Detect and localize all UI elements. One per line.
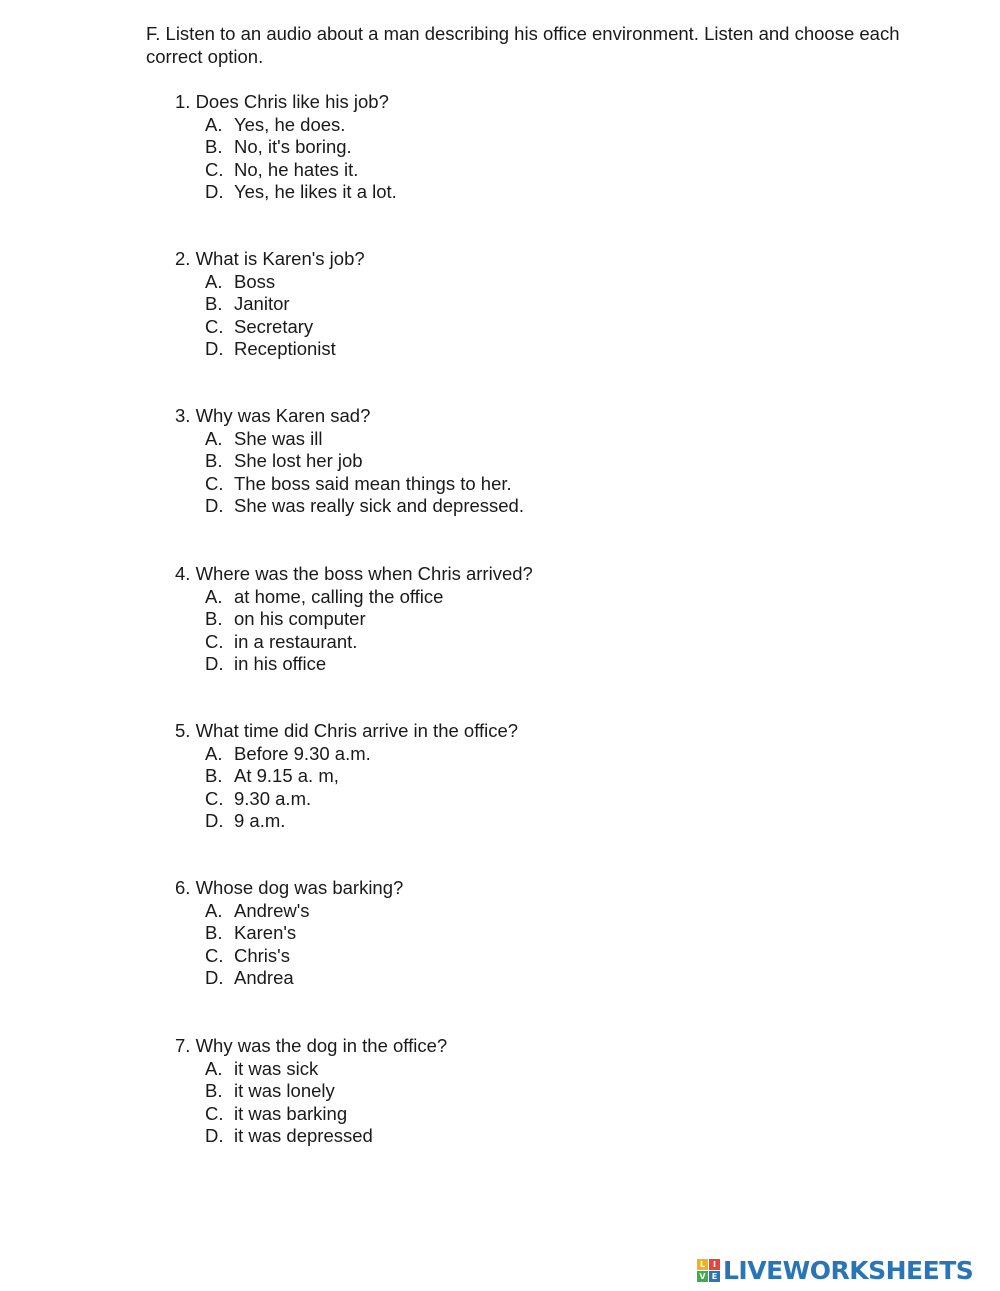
option-letter: C. [205, 1102, 224, 1124]
option-letter: A. [205, 427, 223, 449]
option-a[interactable] [175, 1058, 447, 1081]
option-b[interactable] [175, 922, 403, 945]
option-a[interactable] [175, 900, 403, 923]
option-d[interactable] [175, 495, 524, 518]
option-letter: C. [205, 315, 224, 337]
option-text: Andrea [234, 967, 294, 989]
option-d[interactable] [175, 1125, 447, 1148]
option-letter: A. [205, 899, 223, 921]
option-text: it was depressed [234, 1125, 373, 1147]
option-text: 9.30 a.m. [234, 787, 312, 809]
option-text: Yes, he does. [234, 113, 346, 135]
option-letter: B. [205, 765, 223, 787]
option-d[interactable] [175, 810, 518, 833]
option-d[interactable] [175, 653, 533, 676]
question-5 [175, 720, 518, 833]
question-1 [175, 91, 397, 204]
option-text: Andrew's [234, 899, 310, 921]
question-text: 6. Whose dog was barking? [175, 877, 404, 898]
option-a[interactable] [175, 271, 365, 294]
question-3 [175, 405, 524, 518]
question-text: 7. Why was the dog in the office? [175, 1035, 448, 1056]
option-text: it was barking [234, 1102, 348, 1124]
option-text: it was lonely [234, 1080, 335, 1102]
option-a[interactable] [175, 743, 518, 766]
option-letter: A. [205, 113, 223, 135]
option-c[interactable] [175, 316, 365, 339]
option-c[interactable] [175, 1103, 447, 1126]
option-letter: D. [205, 653, 224, 675]
option-text: it was sick [234, 1057, 319, 1079]
option-text: in his office [234, 653, 327, 675]
option-c[interactable] [175, 473, 524, 496]
question-text: 2. What is Karen's job? [175, 248, 365, 269]
option-text: Receptionist [234, 338, 336, 360]
option-text: Before 9.30 a.m. [234, 742, 371, 764]
option-text: She lost her job [234, 450, 363, 472]
option-letter: D. [205, 181, 224, 203]
option-text: The boss said mean things to her. [234, 472, 512, 494]
option-letter: B. [205, 450, 223, 472]
question-7 [175, 1035, 447, 1148]
option-b[interactable] [175, 293, 365, 316]
logo-blocks-icon [697, 1259, 720, 1282]
option-b[interactable] [175, 1080, 447, 1103]
question-text: 5. What time did Chris arrive in the office? [175, 720, 519, 741]
question-text: 1. Does Chris like his job? [175, 91, 389, 112]
option-letter: B. [205, 293, 223, 315]
question-6 [175, 877, 403, 990]
option-letter: C. [205, 158, 224, 180]
logo-block: V [697, 1271, 708, 1282]
option-text: Boss [234, 270, 276, 292]
option-c[interactable] [175, 788, 518, 811]
option-letter: A. [205, 1057, 223, 1079]
option-text: She was ill [234, 427, 323, 449]
option-letter: A. [205, 742, 223, 764]
option-c[interactable] [175, 159, 397, 182]
option-letter: A. [205, 585, 223, 607]
option-text: in a restaurant. [234, 630, 358, 652]
option-letter: D. [205, 1125, 224, 1147]
option-b[interactable] [175, 765, 518, 788]
option-letter: C. [205, 630, 224, 652]
logo-text: LIVEWORKSHEETS [723, 1255, 974, 1285]
option-letter: B. [205, 136, 223, 158]
option-text: At 9.15 a. m, [234, 765, 339, 787]
option-b[interactable] [175, 608, 533, 631]
option-b[interactable] [175, 136, 397, 159]
option-a[interactable] [175, 586, 533, 609]
option-text: She was really sick and depressed. [234, 495, 524, 517]
option-text: Yes, he likes it a lot. [234, 181, 397, 203]
option-letter: B. [205, 1080, 223, 1102]
option-text: Karen's [234, 922, 297, 944]
logo-block: L [697, 1259, 708, 1270]
option-letter: D. [205, 967, 224, 989]
option-text: 9 a.m. [234, 810, 286, 832]
question-text: 3. Why was Karen sad? [175, 405, 371, 426]
option-letter: C. [205, 787, 224, 809]
question-text: 4. Where was the boss when Chris arrived? [175, 563, 533, 584]
option-d[interactable] [175, 181, 397, 204]
option-text: Chris's [234, 944, 290, 966]
option-b[interactable] [175, 450, 524, 473]
option-letter: D. [205, 810, 224, 832]
option-text: Janitor [234, 293, 290, 315]
instructions: F. Listen to an audio about a man describing his office environment. Listen and choose each correct option. [146, 23, 900, 67]
option-text: No, it's boring. [234, 136, 352, 158]
option-c[interactable] [175, 631, 533, 654]
option-c[interactable] [175, 945, 403, 968]
option-a[interactable] [175, 114, 397, 137]
question-2 [175, 248, 365, 361]
option-letter: D. [205, 338, 224, 360]
liveworksheets-logo[interactable] [697, 1254, 973, 1286]
option-letter: C. [205, 944, 224, 966]
option-d[interactable] [175, 338, 365, 361]
option-letter: A. [205, 270, 223, 292]
option-letter: B. [205, 608, 223, 630]
logo-block: E [709, 1271, 720, 1282]
option-a[interactable] [175, 428, 524, 451]
option-text: on his computer [234, 608, 366, 630]
option-text: Secretary [234, 315, 314, 337]
option-letter: C. [205, 472, 224, 494]
logo-block: I [709, 1259, 720, 1270]
question-4 [175, 563, 533, 676]
option-d[interactable] [175, 967, 403, 990]
option-text: at home, calling the office [234, 585, 444, 607]
option-text: No, he hates it. [234, 158, 359, 180]
option-letter: B. [205, 922, 223, 944]
option-letter: D. [205, 495, 224, 517]
